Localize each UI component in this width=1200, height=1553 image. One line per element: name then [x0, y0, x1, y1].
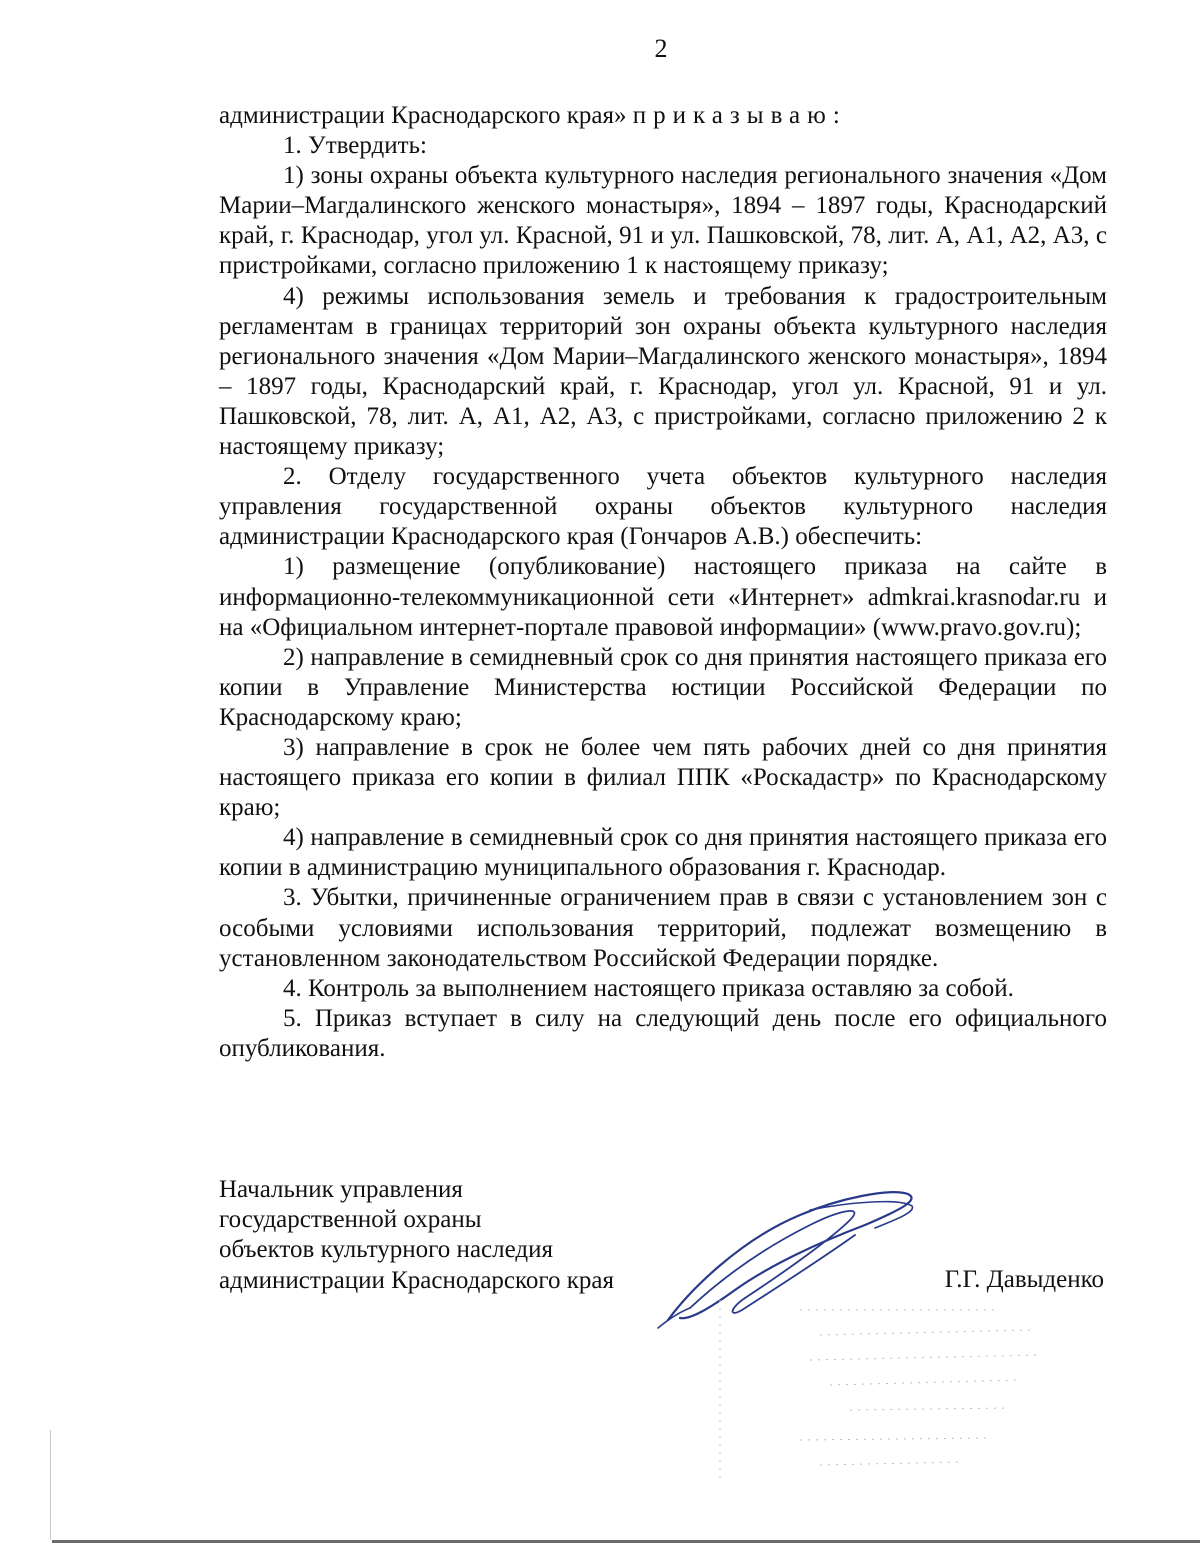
signatory-title-line: Начальник управления: [219, 1176, 463, 1203]
scan-margin-line: [50, 1430, 51, 1540]
scan-bottom-edge: [52, 1540, 1200, 1543]
intro-colon: :: [832, 102, 840, 129]
paragraph-order-intro: [219, 101, 1107, 131]
document-body: [219, 101, 1107, 1064]
signatory-name: Г.Г. Давыденко: [944, 1266, 1104, 1293]
signatory-title-line: администрации Краснодарского края: [219, 1266, 615, 1294]
paragraph-item-2-1: 1) размещение (опубликование) настоящего приказа на сайте в информационно-телекоммуникационной сети «Интернет» admkrai.krasnodar.ru и на «Официальном интернет-портале правовой информации» (www.pravo.gov.ru);: [219, 553, 1107, 641]
paragraph-item-4: 4. Контроль за выполнением настоящего приказа оставляю за собой.: [283, 974, 1014, 1002]
paragraph-item-1: 1. Утвердить:: [283, 132, 427, 160]
paragraph-item-1-4: 4) режимы использования земель и требования к градостроительным регламентам в границах территорий зон охраны объекта культурного наследия регионального значения «Дом Марии–Магдалинского женского монастыря», 1894 – 1897 годы, Краснодарский край, г. Краснодар, угол ул. Красной, 91 и ул. Пашковской, 78, лит. А, А1, А2, А3, с пристройками, согласно приложению 2 к настоящему приказу;: [219, 282, 1107, 461]
paragraph-item-3: 3. Убытки, причиненные ограничением прав в связи с установлением зон с особыми условиями использования территорий, подлежат возмещению в установленном законодательством Российской Федерации порядке.: [219, 884, 1107, 972]
paragraph-item-2-2: 2) направление в семидневный срок со дня принятия настоящего приказа его копии в Управление Министерства юстиции Российской Федерации по Краснодарскому краю;: [219, 643, 1107, 731]
paragraph-item-1-1: 1) зоны охраны объекта культурного наследия регионального значения «Дом Марии–Магдалинского женского монастыря», 1894 – 1897 годы, Краснодарский край, г. Краснодар, угол ул. Красной, 91 и ул. Пашковской, 78, лит. А, А1, А2, А3, с пристройками, согласно приложению 1 к настоящему приказу;: [219, 162, 1107, 280]
signatory-title-line: объектов культурного наследия: [219, 1236, 553, 1264]
paragraph-item-5: 5. Приказ вступает в силу на следующий день после его официального опубликования.: [219, 1004, 1107, 1062]
paragraph-item-2-4: 4) направление в семидневный срок со дня принятия настоящего приказа его копии в администрацию муниципального образования г. Краснодар.: [219, 824, 1107, 882]
faded-stamp-icon: [700, 1290, 1080, 1490]
signatory-title-line: государственной охраны: [219, 1206, 482, 1234]
paragraph-item-2-3: 3) направление в срок не более чем пять рабочих дней со дня принятия настоящего приказа его копии в филиал ППК «Роскадастр» по Краснодарскому краю;: [219, 733, 1107, 822]
intro-text: администрации Краснодарского края»: [219, 102, 633, 129]
paragraph-item-2: 2. Отделу государственного учета объектов культурного наследия управления государственной охраны объектов культурного наследия администрации Краснодарского края (Гончаров А.В.) обеспечить:: [219, 463, 1107, 551]
order-keyword: приказываю: [632, 102, 833, 129]
page-number: 2: [654, 34, 668, 63]
